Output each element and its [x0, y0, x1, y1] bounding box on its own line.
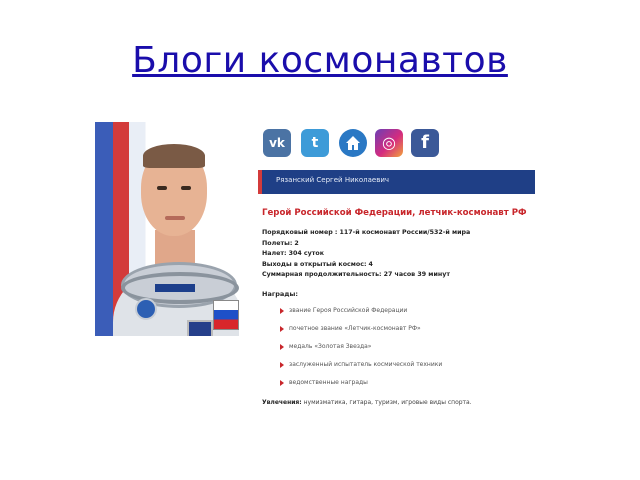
suit-name-tag — [155, 284, 195, 292]
award-item: заслуженный испытатель космической техники — [280, 361, 442, 368]
twitter-icon[interactable]: t — [301, 129, 329, 157]
fact-row: Налет: 304 суток — [262, 250, 325, 258]
flag-blue-stripe — [95, 122, 113, 336]
mouth — [165, 216, 185, 220]
facebook-icon[interactable]: f — [411, 129, 439, 157]
fact-row: Суммарная продолжительность: 27 часов 39 минут — [262, 271, 450, 279]
arrow-icon — [280, 326, 284, 332]
cosmonaut-photo — [95, 122, 239, 336]
fact-row: Полеты: 2 — [262, 239, 299, 247]
arrow-icon — [280, 344, 284, 350]
left-eye — [157, 186, 167, 190]
arrow-icon — [280, 362, 284, 368]
arrow-icon — [280, 308, 284, 314]
profile-panel — [258, 170, 535, 410]
suit-round-patch — [135, 298, 157, 320]
fact-row: Выходы в открытый космос: 4 — [262, 260, 373, 268]
award-item: почетное звание «Летчик-космонавт РФ» — [280, 325, 421, 332]
hobbies: Увлечения: нумизматика, гитара, туризм, игровые виды спорта. — [262, 399, 472, 406]
home-icon[interactable] — [339, 129, 367, 157]
cosmonaut-name: Рязанский Сергей Николаевич — [276, 176, 390, 184]
instagram-icon[interactable]: ◎ — [375, 129, 403, 157]
hero-title: Герой Российской Федерации, летчик-космонавт РФ — [262, 208, 527, 218]
name-bar-accent — [258, 170, 262, 194]
page-title[interactable]: Блоги космонавтов — [132, 40, 508, 81]
vk-icon[interactable]: vk — [263, 129, 291, 157]
hair — [143, 144, 205, 168]
award-item: звание Героя Российской Федерации — [280, 307, 407, 314]
suit-mission-patch — [187, 320, 213, 336]
fact-row: Порядковый номер : 117-й космонавт России/532-й мира — [262, 229, 471, 236]
awards-heading: Награды: — [262, 290, 298, 298]
right-eye — [181, 186, 191, 190]
award-item: медаль «Золотая Звезда» — [280, 343, 371, 350]
facts-list — [262, 228, 470, 281]
arrow-icon — [280, 380, 284, 386]
award-item: ведомственные награды — [280, 379, 368, 386]
name-bar — [258, 170, 535, 194]
suit-flag-patch — [213, 300, 239, 330]
